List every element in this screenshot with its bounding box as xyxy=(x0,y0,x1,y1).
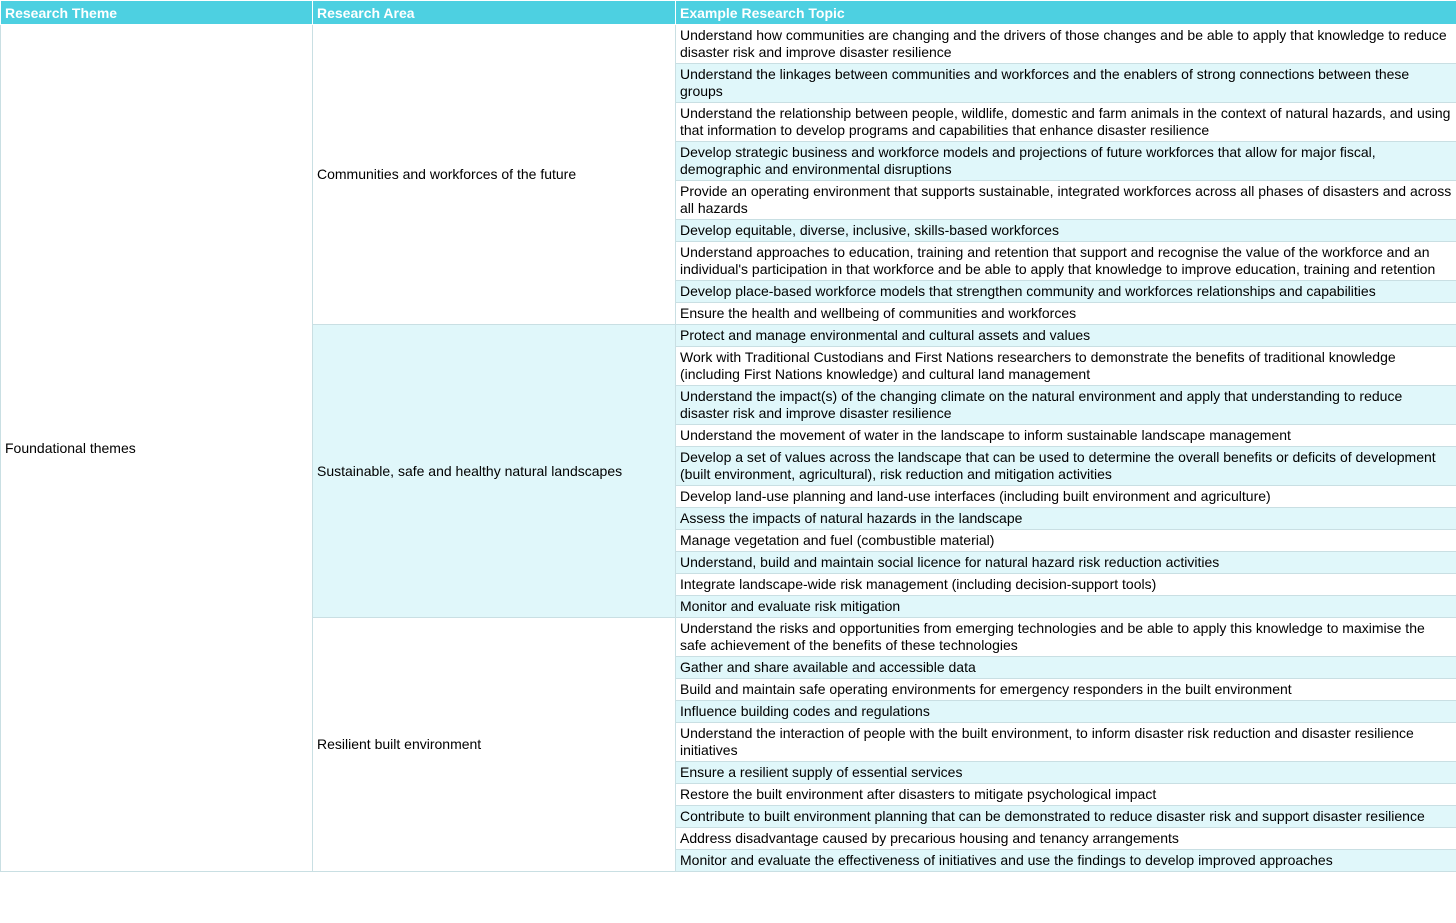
research-topic-cell: Understand the impact(s) of the changing climate on the natural environment and apply that understanding to reduce disaster risk and improve disaster resilience xyxy=(676,386,1456,425)
research-topic-cell: Understand the interaction of people with the built environment, to inform disaster risk reduction and disaster resilience initiatives xyxy=(676,723,1456,762)
research-topic-cell: Understand the movement of water in the landscape to inform sustainable landscape management xyxy=(676,425,1456,447)
research-topic-cell: Contribute to built environment planning that can be demonstrated to reduce disaster risk and support disaster resilience xyxy=(676,806,1456,828)
research-topic-cell: Address disadvantage caused by precarious housing and tenancy arrangements xyxy=(676,828,1456,850)
research-theme-cell: Foundational themes xyxy=(1,25,313,872)
research-topic-cell: Gather and share available and accessible data xyxy=(676,657,1456,679)
research-topic-cell: Monitor and evaluate risk mitigation xyxy=(676,596,1456,618)
research-topic-cell: Work with Traditional Custodians and First Nations researchers to demonstrate the benefits of traditional knowledge (including First Nations knowledge) and cultural land management xyxy=(676,347,1456,386)
header-research-area: Research Area xyxy=(313,1,676,25)
research-topic-cell: Understand the risks and opportunities from emerging technologies and be able to apply this knowledge to maximise the safe achievement of the benefits of these technologies xyxy=(676,618,1456,657)
research-topic-cell: Understand the relationship between people, wildlife, domestic and farm animals in the context of natural hazards, and using that information to develop programs and capabilities that enhance disaster resilience xyxy=(676,103,1456,142)
research-topic-cell: Understand, build and maintain social licence for natural hazard risk reduction activities xyxy=(676,552,1456,574)
header-row xyxy=(1,1,1456,25)
research-topic-cell: Understand how communities are changing and the drivers of those changes and be able to apply that knowledge to reduce disaster risk and improve disaster resilience xyxy=(676,25,1456,64)
research-topic-cell: Ensure the health and wellbeing of communities and workforces xyxy=(676,303,1456,325)
research-topic-cell: Develop equitable, diverse, inclusive, skills-based workforces xyxy=(676,220,1456,242)
research-topic-cell: Develop place-based workforce models that strengthen community and workforces relationships and capabilities xyxy=(676,281,1456,303)
header-example-research-topic: Example Research Topic xyxy=(676,1,1456,25)
research-topic-cell: Manage vegetation and fuel (combustible material) xyxy=(676,530,1456,552)
research-topic-cell: Monitor and evaluate the effectiveness of initiatives and use the findings to develop improved approaches xyxy=(676,850,1456,872)
research-area-cell: Resilient built environment xyxy=(313,618,676,872)
research-topic-cell: Provide an operating environment that supports sustainable, integrated workforces across all phases of disasters and across all hazards xyxy=(676,181,1456,220)
research-topic-cell: Understand the linkages between communities and workforces and the enablers of strong connections between these groups xyxy=(676,64,1456,103)
research-area-cell: Sustainable, safe and healthy natural landscapes xyxy=(313,325,676,618)
research-topic-cell: Influence building codes and regulations xyxy=(676,701,1456,723)
research-topic-cell: Build and maintain safe operating environments for emergency responders in the built environment xyxy=(676,679,1456,701)
research-area-cell: Communities and workforces of the future xyxy=(313,25,676,325)
table-body xyxy=(1,25,1456,872)
research-topic-cell: Develop strategic business and workforce models and projections of future workforces that allow for major fiscal, demographic and environmental disruptions xyxy=(676,142,1456,181)
research-topic-cell: Develop land-use planning and land-use interfaces (including built environment and agriculture) xyxy=(676,486,1456,508)
research-topic-cell: Ensure a resilient supply of essential services xyxy=(676,762,1456,784)
table-row xyxy=(1,25,1456,64)
research-topic-cell: Understand approaches to education, training and retention that support and recognise the value of the workforce and an individual's participation in that workforce and be able to apply that knowledge to improve education, training and retention xyxy=(676,242,1456,281)
research-topic-cell: Restore the built environment after disasters to mitigate psychological impact xyxy=(676,784,1456,806)
research-topic-cell: Integrate landscape-wide risk management (including decision-support tools) xyxy=(676,574,1456,596)
header-research-theme: Research Theme xyxy=(1,1,313,25)
research-topic-cell: Protect and manage environmental and cultural assets and values xyxy=(676,325,1456,347)
research-topic-cell: Assess the impacts of natural hazards in the landscape xyxy=(676,508,1456,530)
research-topic-cell: Develop a set of values across the landscape that can be used to determine the overall benefits or deficits of development (built environment, agricultural), risk reduction and mitigation activities xyxy=(676,447,1456,486)
